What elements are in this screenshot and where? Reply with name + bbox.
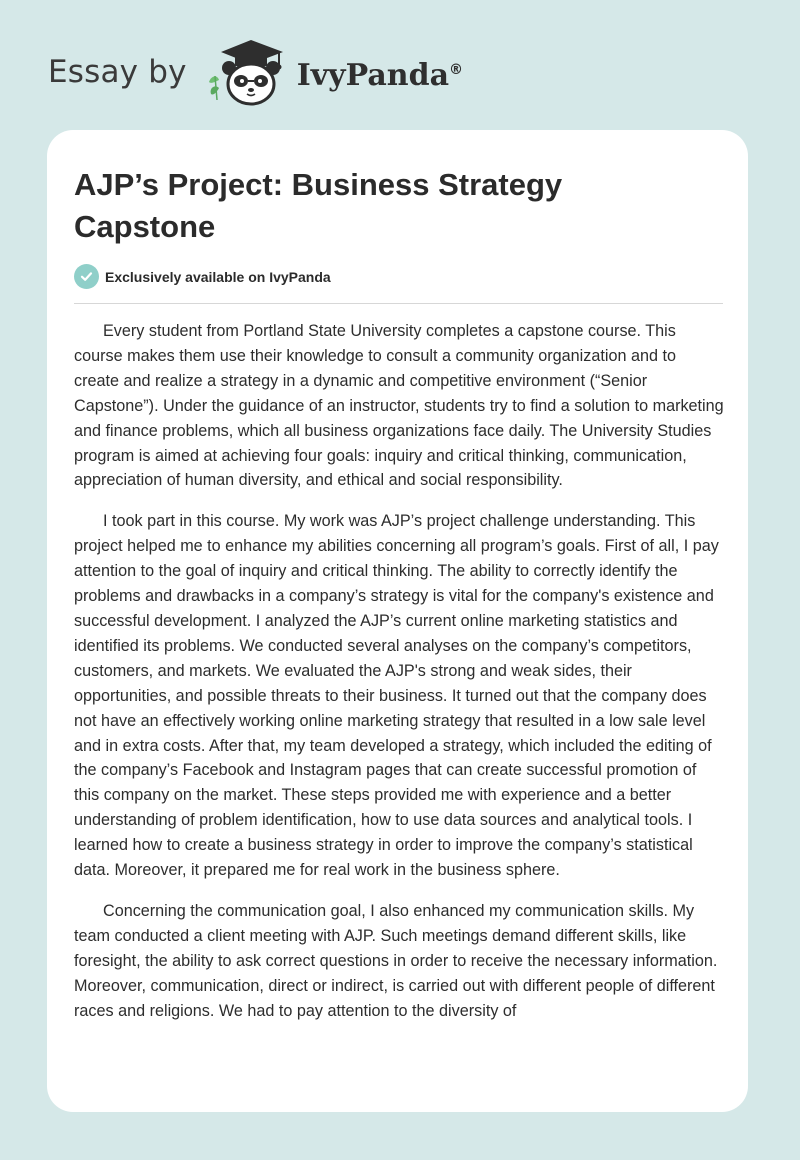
divider <box>74 303 723 304</box>
paragraph: I took part in this course. My work was AJP’s project challenge understanding. This project helped me to enhance my abilities concerning all program’s goals. First of all, I pay attention to the goal of inquiry and critical thinking. The ability to correctly identify the problems and drawbacks in a company’s strategy is vital for the company's existence and successful development. I analyzed the AJP’s current online marketing statistics and identified its problems. We conducted several analyses on the company’s competitors, customers, and markets. We evaluated the AJP's strong and weak sides, their opportunities, and possible threats to their business. It turned out that the company does not have an effectively working online marketing strategy that resulted in a low sale level and in extra costs. After that, my team developed a strategy, which included the editing of the company’s Facebook and Instagram pages that can create successful promotion of this company on the market. These steps provided me with experience and a better understanding of problem identification, how to use data sources and analytical tools. I learned how to create a business strategy in order to improve the company’s statistical data. Moreover, it prepared me for real work in the business sphere. <box>74 512 719 880</box>
paragraph: Concerning the communication goal, I also enhanced my communication skills. My team conducted a client meeting with AJP. Such meetings demand different skills, like foresight, the ability to ask correct questions in order to receive the necessary information. Moreover, communication, direct or indirect, is carried out with different people of different races and religions. We had to pay attention to the diversity of <box>74 901 718 1020</box>
panda-logo-icon[interactable] <box>201 36 293 108</box>
paragraph: Every student from Portland State University completes a capstone course. This course makes them use their knowledge to consult a community organization and to create and realize a strategy in a dynamic and competitive environment (“Senior Capstone”). Under the guidance of an instructor, students try to find a solution to marketing and finance problems, which all business organizations face daily. The University Studies program is aimed at achieving four goals: inquiry and critical thinking, communication, appreciation of human diversity, and ethical and social responsibility. <box>74 322 724 490</box>
exclusive-badge <box>74 264 331 289</box>
check-icon <box>74 264 99 289</box>
registered-mark: ® <box>449 61 464 78</box>
brand-name <box>297 58 463 93</box>
essay-by-label: Essay by <box>48 54 187 90</box>
exclusive-label: Exclusively available on IvyPanda <box>105 268 331 285</box>
brand-text: IvyPanda <box>296 57 450 93</box>
essay-title: AJP’s Project: Business Strategy Capstone <box>74 167 563 244</box>
essay-card <box>47 130 748 1112</box>
essay-body <box>74 319 724 1039</box>
site-header <box>48 36 463 108</box>
